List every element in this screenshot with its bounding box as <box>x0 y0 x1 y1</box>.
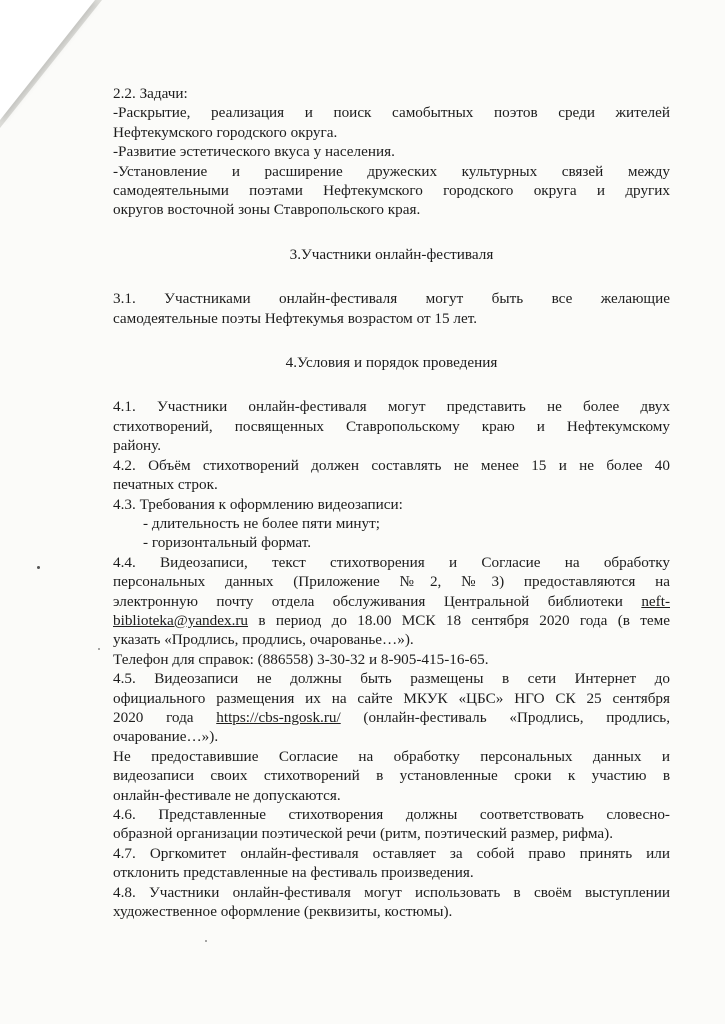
para-4-4-line-1: 4.4. Видеозаписи, текст стихотворения и Согласие на обработку <box>113 553 670 571</box>
para-4-5-line-3-text-a: 2020 года <box>113 708 217 726</box>
website-link[interactable]: https://cbs-ngosk.ru/ <box>216 708 341 726</box>
para-4-5-line-4: очарование…»). <box>113 728 219 746</box>
task-1-line-1: -Раскрытие, реализация и поиск самобытных поэтов среди жителей <box>113 104 670 122</box>
phone-line: Телефон для справок: (886558) 3-30-32 и 8-905-415-16-65. <box>113 650 489 668</box>
para-4-1-line-2: стихотворений, посвященных Ставропольскому краю и Нефтекумскому <box>113 417 670 435</box>
para-4-3-item-format: - горизонтальный формат. <box>143 534 312 552</box>
task-3-line-2: самодеятельными поэтами Нефтекумского городского округа и других <box>113 182 670 200</box>
task-3-line-1: -Установление и расширение дружеских культурных связей между <box>113 162 670 180</box>
task-2: -Развитие эстетического вкуса у населения. <box>113 143 395 161</box>
para-4-1-line-1: 4.1. Участники онлайн-фестиваля могут представить не более двух <box>113 398 670 416</box>
task-3-line-3: округов восточной зоны Ставропольского края. <box>113 201 421 219</box>
para-3-1-line-2: самодеятельные поэты Нефтекумья возрастом от 15 лет. <box>113 309 478 327</box>
para-4-2-line-1: 4.2. Объём стихотворений должен составлять не менее 15 и не более 40 <box>113 456 670 474</box>
para-4-4-line-4 <box>113 611 670 630</box>
task-1-line-2: Нефтекумского городского округа. <box>113 123 338 141</box>
scan-speck <box>98 648 100 650</box>
para-3-1-line-1: 3.1. Участниками онлайн-фестиваля могут быть все желающие <box>113 290 670 308</box>
para-4-5-line-3-text-b: (онлайн-фестиваль «Продлись, продлись, <box>340 708 670 726</box>
scan-speck <box>205 940 207 942</box>
para-4-4-line-4-text: в период до 18.00 МСК 18 сентября 2020 года (в теме <box>248 611 670 629</box>
document-body <box>113 84 670 921</box>
email-link-part-2[interactable]: biblioteka@yandex.ru <box>113 611 249 629</box>
para-4-1-line-3: району. <box>113 437 162 455</box>
section-4-heading: 4.Условия и порядок проведения <box>285 354 498 372</box>
para-consent-line-2: видеозаписи своих стихотворений в установленные сроки к участию в <box>113 767 670 785</box>
para-4-4-line-3 <box>113 592 670 611</box>
para-4-8-line-1: 4.8. Участники онлайн-фестиваля могут использовать в своём выступлении <box>113 883 670 901</box>
para-4-6-line-2: образной организации поэтической речи (ритм, поэтический размер, рифма). <box>113 825 614 843</box>
para-consent-line-3: онлайн-фестивале не допускаются. <box>113 786 341 804</box>
para-consent-line-1: Не предоставившие Согласие на обработку персональных данных и <box>113 747 670 765</box>
para-4-5-line-1: 4.5. Видеозаписи не должны быть размещены в сети Интернет до <box>113 670 670 688</box>
para-4-5-line-3 <box>113 708 670 727</box>
email-link-part-1[interactable]: neft- <box>641 592 670 610</box>
para-4-3-item-duration: - длительность не более пяти минут; <box>143 514 381 532</box>
para-4-7-line-1: 4.7. Оргкомитет онлайн-фестиваля оставляет за собой право принять или <box>113 844 670 862</box>
para-4-4-line-5: указать «Продлись, продлись, очарованье…»). <box>113 631 414 649</box>
section-3-heading: 3.Участники онлайн-фестиваля <box>289 245 494 263</box>
para-4-6-line-1: 4.6. Представленные стихотворения должны соответствовать словесно- <box>113 806 670 823</box>
para-4-2-line-2: печатных строк. <box>113 476 218 494</box>
para-4-5-line-2: официального размещения их на сайте МКУК «ЦБС» НГО СК 25 сентября <box>113 689 670 707</box>
folded-corner <box>0 0 95 120</box>
para-4-8-line-2: художественное оформление (реквизиты, костюмы). <box>113 903 453 921</box>
section-2-2-title: 2.2. Задачи: <box>113 85 188 102</box>
para-4-4-line-2: персональных данных (Приложение №2, №3) предоставляются на <box>113 573 670 591</box>
para-4-7-line-2: отклонить представленные на фестиваль произведения. <box>113 864 474 882</box>
para-4-3: 4.3. Требования к оформлению видеозаписи: <box>113 495 403 513</box>
scan-speck <box>37 566 40 569</box>
para-4-4-line-3-text: электронную почту отдела обслуживания Центральной библиотеки <box>113 592 642 610</box>
